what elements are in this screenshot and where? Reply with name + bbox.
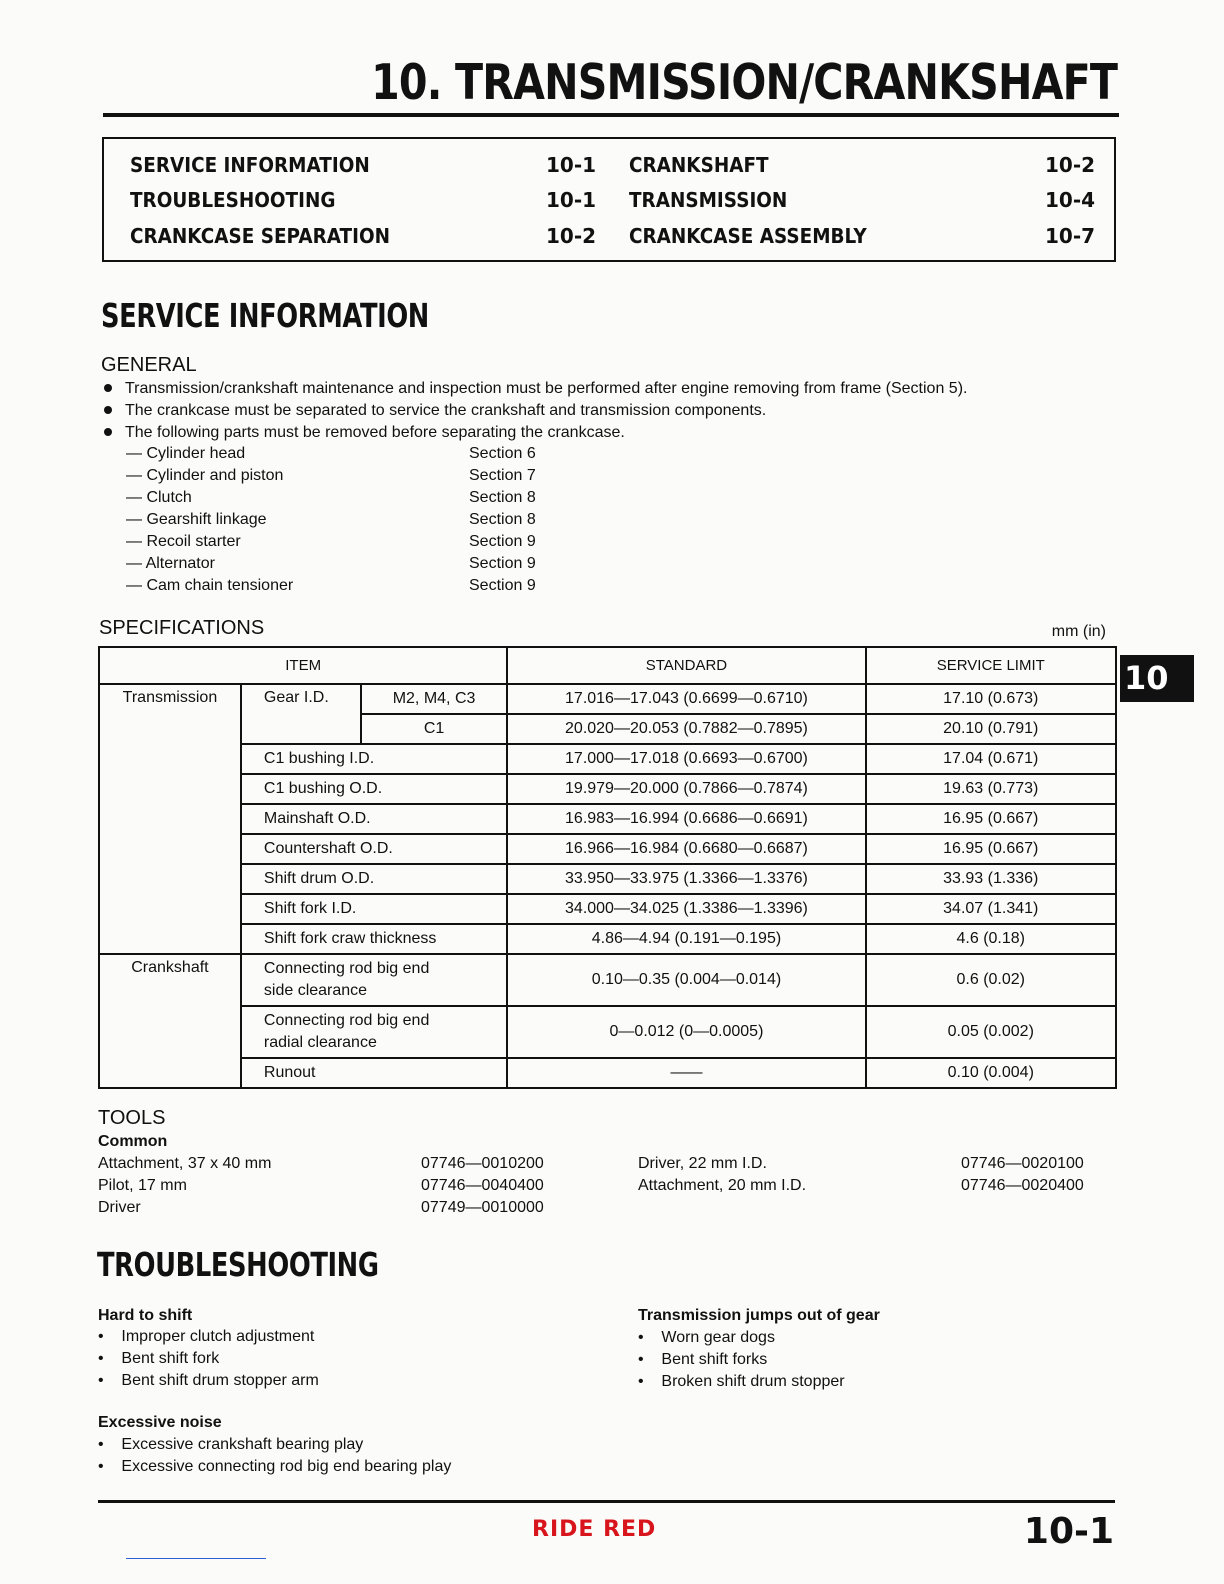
tool-name: Pilot, 17 mm [98, 1177, 187, 1194]
spec-item: M2, M4, C3 [361, 684, 508, 714]
spec-standard: 16.966—16.984 (0.6680—0.6687) [507, 834, 865, 864]
toc-page: 10-1 [546, 188, 597, 212]
cause-item: • Broken shift drum stopper [638, 1373, 845, 1390]
toc-item-transmission[interactable]: TRANSMISSION [629, 188, 788, 212]
column-header-standard: STANDARD [507, 647, 865, 684]
spec-item-line: Connecting rod big end [263, 960, 430, 977]
prereq-section: Section 8 [469, 489, 536, 506]
spec-limit: 4.6 (0.18) [866, 924, 1116, 954]
spec-item: Shift fork craw thickness [241, 924, 508, 954]
table-of-contents [102, 137, 1116, 262]
tool-part-number: 07746—0040400 [421, 1177, 544, 1194]
tool-part-number: 07746—0010200 [421, 1155, 544, 1172]
table-row [99, 804, 1116, 834]
cause-item: • Excessive connecting rod big end bearing play [98, 1458, 452, 1475]
spec-limit: 0.10 (0.004) [866, 1058, 1116, 1088]
tool-part-number: 07746—0020400 [961, 1177, 1084, 1194]
cause-item: • Improper clutch adjustment [98, 1328, 315, 1345]
spec-standard: 17.016—17.043 (0.6699—0.6710) [507, 684, 865, 714]
footer-rule [98, 1500, 1115, 1503]
tool-name: Attachment, 37 x 40 mm [98, 1155, 272, 1172]
symptom-title: Hard to shift [98, 1307, 193, 1324]
spec-limit: 16.95 (0.667) [866, 804, 1116, 834]
prereq-section: Section 7 [469, 467, 536, 484]
cause-item: • Bent shift drum stopper arm [98, 1372, 319, 1389]
table-row [99, 924, 1116, 954]
spec-standard: 17.000—17.018 (0.6693—0.6700) [507, 744, 865, 774]
cause-text: Bent shift forks [661, 1351, 768, 1368]
cause-item: • Excessive crankshaft bearing play [98, 1436, 364, 1453]
column-header-service-limit: SERVICE LIMIT [866, 647, 1116, 684]
toc-page: 10-2 [1045, 153, 1096, 177]
spec-item: Shift fork I.D. [241, 894, 508, 924]
toc-item-service-information[interactable]: SERVICE INFORMATION [130, 153, 370, 177]
prereq-part: — Recoil starter [126, 533, 241, 550]
bullet-icon [104, 384, 112, 392]
units-label: mm (in) [1051, 623, 1106, 640]
tool-name: Driver [98, 1199, 141, 1216]
table-row [99, 1006, 1116, 1058]
toc-page: 10-7 [1045, 224, 1096, 248]
spec-item: C1 bushing I.D. [241, 744, 508, 774]
cause-text: Broken shift drum stopper [661, 1373, 845, 1390]
spec-item [241, 1006, 508, 1058]
prereq-section: Section 6 [469, 445, 536, 462]
column-header-item: ITEM [99, 647, 507, 684]
cause-text: Excessive crankshaft bearing play [121, 1436, 364, 1453]
spec-standard: 0—0.012 (0—0.0005) [507, 1006, 865, 1058]
cause-text: Excessive connecting rod big end bearing play [121, 1458, 452, 1475]
cause-item: • Bent shift forks [638, 1351, 768, 1368]
spec-item: Shift drum O.D. [241, 864, 508, 894]
gear-id-label: Gear I.D. [241, 684, 361, 744]
toc-item-crankcase-assembly[interactable]: CRANKCASE ASSEMBLY [629, 224, 867, 248]
spec-item-line: radial clearance [263, 1034, 377, 1051]
prereq-part: — Cylinder head [126, 445, 246, 462]
spec-item: Mainshaft O.D. [241, 804, 508, 834]
title-rule [103, 113, 1119, 117]
cause-item: • Bent shift fork [98, 1350, 220, 1367]
table-header-row [99, 647, 1116, 684]
page-number: 10-1 [1023, 1511, 1114, 1552]
spec-item: Countershaft O.D. [241, 834, 508, 864]
table-row [99, 684, 1116, 714]
prereq-part: — Alternator [126, 555, 215, 572]
prereq-section: Section 8 [469, 511, 536, 528]
brand-logo: RIDE RED [532, 1517, 657, 1542]
spec-item-line: Connecting rod big end [263, 1012, 430, 1029]
spec-item [241, 954, 508, 1006]
spec-standard: 33.950—33.975 (1.3366—1.3376) [507, 864, 865, 894]
bullet-icon [104, 428, 112, 436]
spec-limit: 17.04 (0.671) [866, 744, 1116, 774]
spec-standard: 4.86—4.94 (0.191—0.195) [507, 924, 865, 954]
tool-name: Driver, 22 mm I.D. [638, 1155, 767, 1172]
table-row [99, 894, 1116, 924]
spec-standard: 34.000—34.025 (1.3386—1.3396) [507, 894, 865, 924]
table-row [99, 834, 1116, 864]
cause-text: Improper clutch adjustment [121, 1328, 315, 1345]
prereq-section: Section 9 [469, 577, 536, 594]
toc-item-troubleshooting[interactable]: TROUBLESHOOTING [130, 188, 336, 212]
section-heading-troubleshooting: TROUBLESHOOTING [97, 1245, 379, 1284]
specifications-table [98, 646, 1117, 1089]
spec-standard: 0.10—0.35 (0.004—0.014) [507, 954, 865, 1006]
table-row [99, 864, 1116, 894]
tool-part-number: 07749—0010000 [421, 1199, 544, 1216]
toc-item-crankshaft[interactable]: CRANKSHAFT [629, 153, 769, 177]
spec-item: C1 [361, 714, 508, 744]
table-row [99, 774, 1116, 804]
cause-text: Worn gear dogs [661, 1329, 775, 1346]
general-bullet: The crankcase must be separated to service the crankshaft and transmission components. [125, 402, 767, 419]
underline-decoration [126, 1558, 266, 1559]
chapter-tab: 10 [1120, 655, 1194, 702]
spec-standard: 20.020—20.053 (0.7882—0.7895) [507, 714, 865, 744]
spec-limit: 16.95 (0.667) [866, 834, 1116, 864]
spec-item-line: side clearance [263, 982, 368, 999]
spec-item: Runout [241, 1058, 508, 1088]
table-row [99, 744, 1116, 774]
toc-page: 10-2 [546, 224, 597, 248]
spec-limit: 17.10 (0.673) [866, 684, 1116, 714]
symptom-title: Excessive noise [98, 1414, 222, 1431]
group-crankshaft: Crankshaft [99, 954, 241, 1088]
cause-item: • Worn gear dogs [638, 1329, 775, 1346]
group-transmission: Transmission [99, 684, 241, 954]
spec-standard: 16.983—16.994 (0.6686—0.6691) [507, 804, 865, 834]
table-row [99, 954, 1116, 1006]
tools-heading: TOOLS [98, 1107, 166, 1129]
tool-name: Attachment, 20 mm I.D. [638, 1177, 807, 1194]
general-bullet: Transmission/crankshaft maintenance and inspection must be performed after engine removing from frame (Section 5). [125, 380, 968, 397]
spec-limit: 0.6 (0.02) [866, 954, 1116, 1006]
prereq-section: Section 9 [469, 533, 536, 550]
prereq-part: — Cylinder and piston [126, 467, 284, 484]
spec-limit: 19.63 (0.773) [866, 774, 1116, 804]
spec-standard: —— [507, 1058, 865, 1088]
prereq-part: — Clutch [126, 489, 192, 506]
spec-limit: 0.05 (0.002) [866, 1006, 1116, 1058]
toc-page: 10-1 [546, 153, 597, 177]
general-bullet: The following parts must be removed before separating the crankcase. [125, 424, 625, 441]
specifications-heading: SPECIFICATIONS [99, 617, 265, 639]
prereq-section: Section 9 [469, 555, 536, 572]
symptom-title: Transmission jumps out of gear [638, 1307, 880, 1324]
tools-subheading: Common [98, 1133, 168, 1150]
spec-item: C1 bushing O.D. [241, 774, 508, 804]
tool-part-number: 07746—0020100 [961, 1155, 1084, 1172]
spec-limit: 34.07 (1.341) [866, 894, 1116, 924]
chapter-title: 10. TRANSMISSION/CRANKSHAFT [370, 54, 1117, 111]
general-heading: GENERAL [101, 354, 197, 376]
section-heading-service-information: SERVICE INFORMATION [101, 296, 429, 335]
spec-limit: 20.10 (0.791) [866, 714, 1116, 744]
cause-text: Bent shift drum stopper arm [121, 1372, 319, 1389]
spec-limit: 33.93 (1.336) [866, 864, 1116, 894]
toc-item-crankcase-separation[interactable]: CRANKCASE SEPARATION [130, 224, 391, 248]
bullet-icon [104, 406, 112, 414]
toc-page: 10-4 [1045, 188, 1096, 212]
spec-standard: 19.979—20.000 (0.7866—0.7874) [507, 774, 865, 804]
cause-text: Bent shift fork [121, 1350, 220, 1367]
prereq-part: — Gearshift linkage [126, 511, 267, 528]
prereq-part: — Cam chain tensioner [126, 577, 294, 594]
table-row [99, 1058, 1116, 1088]
